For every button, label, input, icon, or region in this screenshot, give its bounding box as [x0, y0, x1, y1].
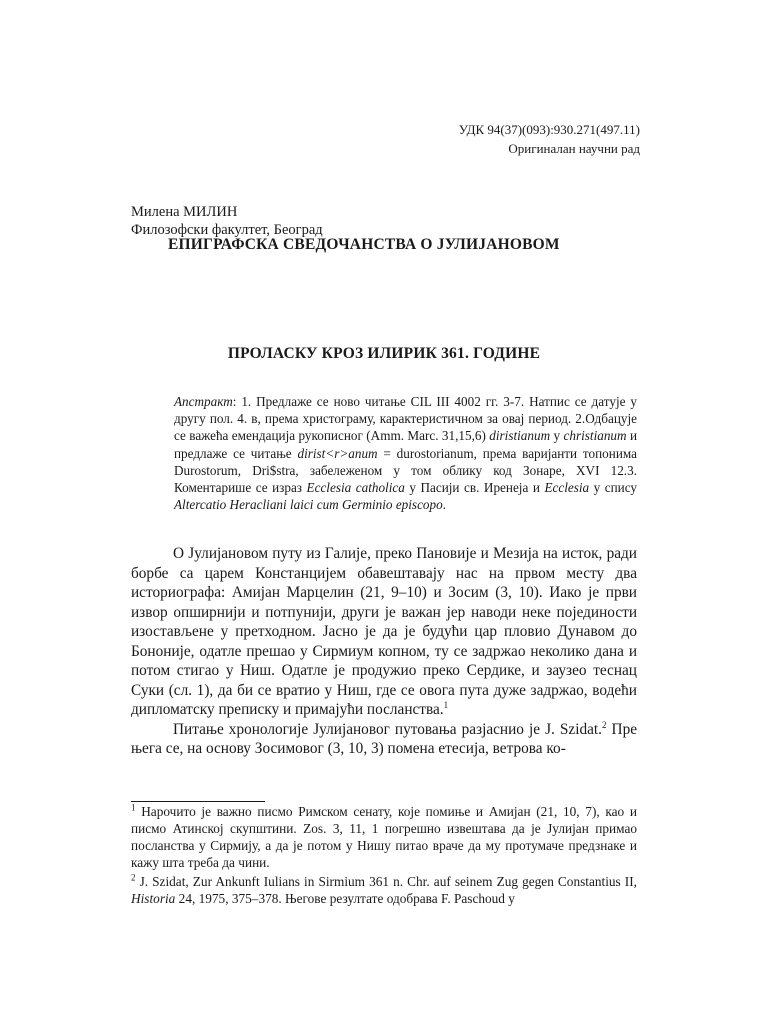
footnote-text: J. Szidat, Zur Ankunft Iulians in Sirmium 361 n. Chr. auf seinem Zug gegen Constantius II, — [135, 874, 637, 889]
footnote-number: 1 — [131, 802, 136, 813]
article-type: Оригиналан научни рад — [508, 141, 640, 156]
abstract-label: Апстракт — [174, 394, 233, 409]
udk-code: УДК 94(37)(093):930.271(497.11) — [458, 122, 640, 137]
paragraph-text: Пре њега се, на основу Зосимовог (3, 10, 3) помена етесија, ветрова ко- — [131, 720, 638, 757]
abstract-italic: dirist<r>anum — [297, 445, 378, 461]
paragraph — [131, 720, 637, 759]
paragraph — [131, 544, 637, 720]
abstract-italic: Altercatio Heracliani laici cum Germinio episcopo — [174, 497, 443, 513]
footnotes — [131, 803, 637, 909]
article-title-line-2: ПРОЛАСКУ КРОЗ ИЛИРИК 361. ГОДИНЕ — [227, 345, 541, 362]
abstract-italic: diristianum — [489, 428, 551, 444]
article-title-line-1: ЕПИГРАФСКА СВЕДОЧАНСТВА О ЈУЛИЈАНОВОМ — [168, 236, 560, 253]
abstract-italic: Ecclesia — [544, 480, 590, 496]
paragraph-text: О Јулијановом путу из Галије, преко Пановије и Мезија на исток, ради борбе са царем Констанцијем обавештавају нас на првом месту два историографа: Амијан Марцелин (21, 9–10) и Зосим (3, 10). Иако је први извор опширнији и потпунији, други је важан јер наводи неке појединости изостављене у претходном. Јасно је да је будући цар пловио Дунавом до Бононије, одатле прешао у Сирмиум копном, ту се задржао неколико дана и потом стигао у Ниш. Одатле је продужио преко Сердике, и заузео теснац Суки (сл. 1), да би се вратио у Ниш, где се овога пута дуже задржао, водећи дипломатску преписку и примајући посланства. — [131, 545, 637, 718]
abstract-italic: Ecclesia catholica — [306, 480, 405, 496]
footnote-text: Нарочито је важно писмо Римском сенату, које помиње и Амијан (21, 10, 7), као и писмо Атинској скупштини. Zos. 3, 11, 1 погрешно извештава да је Јулијан примао посланства у Сирмију, а да је потом у Нишу питао враче да му протумаче предзнаке и кажу шта треба да чини. — [131, 804, 637, 870]
footnote-divider — [131, 801, 265, 802]
author-name: Милена МИЛИН — [131, 204, 238, 220]
abstract — [174, 393, 637, 513]
abstract-italic: christianum — [563, 428, 627, 444]
abstract-text: = durostorianum, према варијанти топонима Durostorum, Dri$stra, забележеном у том облику код Зонаре, XVI 12.3. Коментарише се израз — [174, 445, 637, 496]
abstract-text: у Пасији св. Иренеја и — [404, 480, 545, 496]
paragraph-text: Питање хронологије Јулијановог путовања разјаснио је J. Szidat. — [173, 720, 602, 738]
abstract-text: у спису — [589, 480, 637, 496]
abstract-text: у — [550, 428, 564, 444]
article-header — [459, 120, 640, 158]
author-affiliation: Филозофски факултет, Београд — [131, 222, 323, 238]
footnote — [131, 803, 637, 871]
footnote-italic: Historia — [131, 891, 176, 906]
author-block — [131, 203, 323, 239]
footnote-ref: 1 — [443, 699, 449, 710]
abstract-text: : 1. Предлаже се ново читање CIL III 4002 гг. 3-7. Натпис се датује у другу пол. 4. в, према христограму, карактеристичном за овај период. 2.Одбацује се важећа емендација рукописног (Amm. Marc. 31,15,6) — [174, 394, 637, 444]
abstract-text: и предлаже се читање — [174, 428, 638, 461]
footnote — [131, 873, 637, 907]
footnote-number: 2 — [131, 872, 136, 883]
body-text — [131, 544, 637, 759]
abstract-text: . — [442, 497, 446, 513]
footnote-text: 24, 1975, 375–378. Његове резултате одобрава F. Paschoud у — [175, 891, 515, 906]
footnote-ref: 2 — [601, 719, 607, 730]
